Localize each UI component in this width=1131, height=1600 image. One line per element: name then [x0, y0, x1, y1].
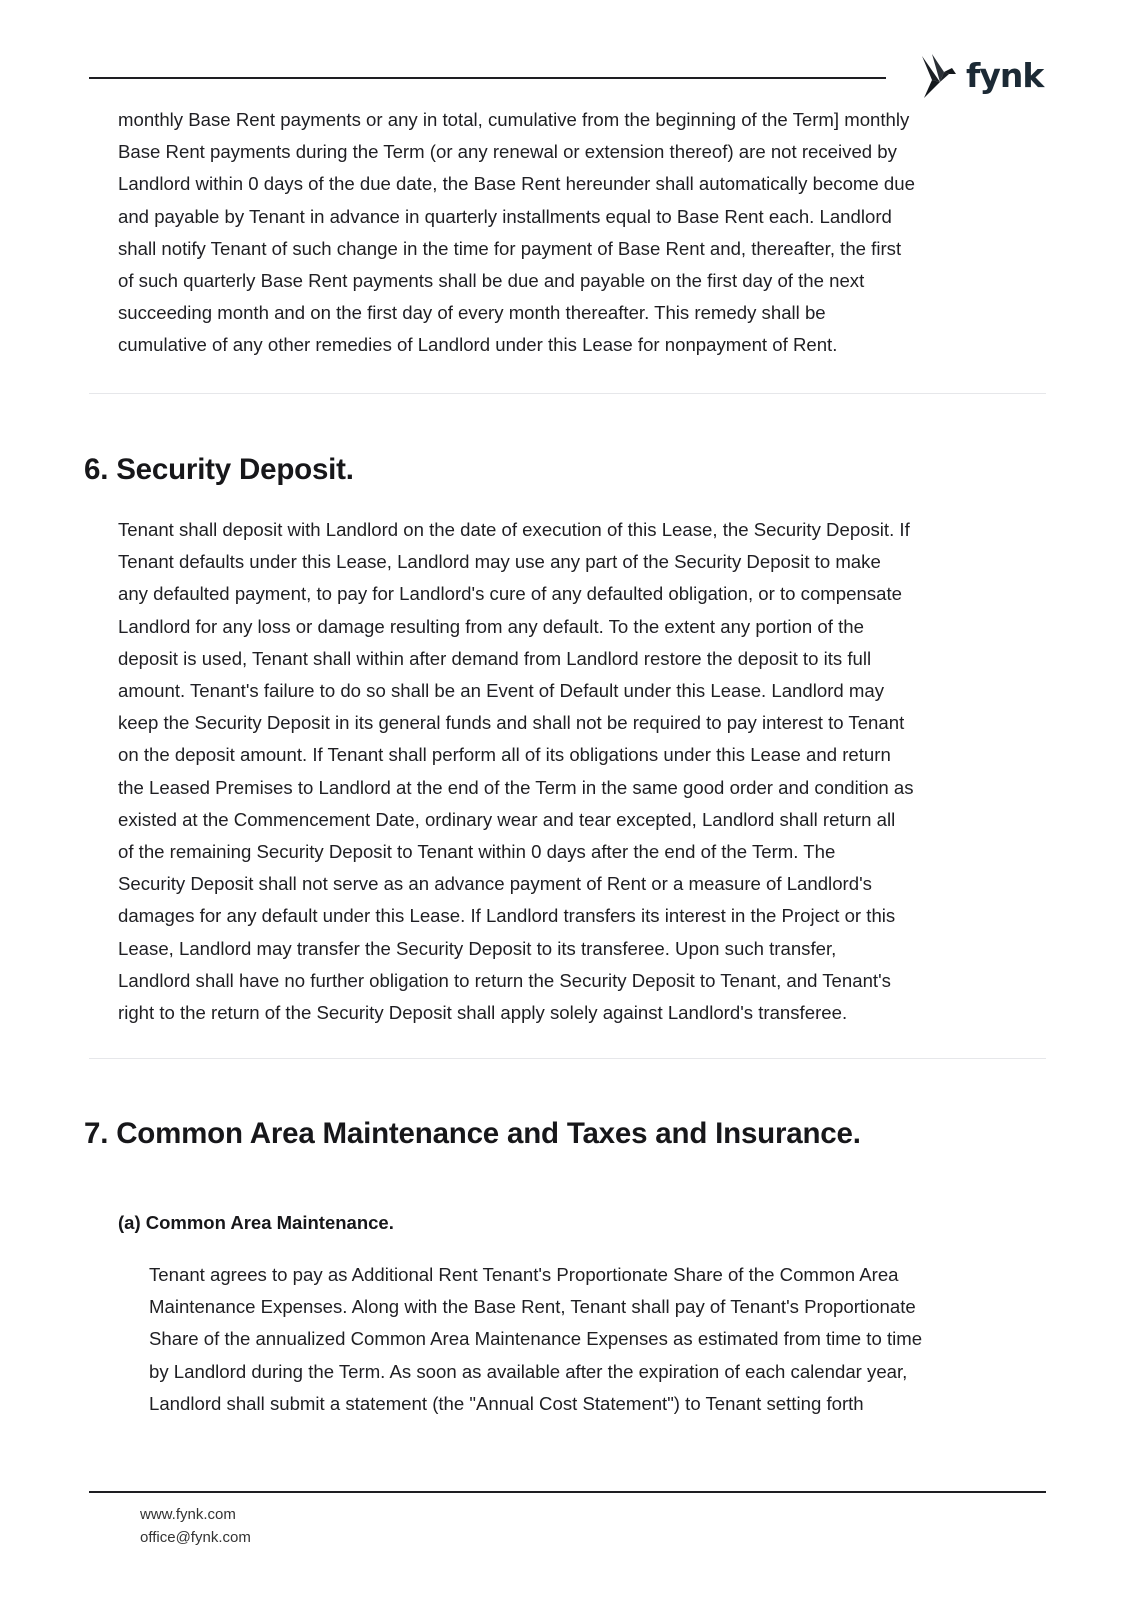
text-line: damages for any default under this Lease. If Landlord transfers its interest in the Project or this	[118, 905, 896, 927]
logo-text: fynk	[966, 55, 1044, 95]
text-line: amount. Tenant's failure to do so shall be an Event of Default under this Lease. Landlord may	[118, 680, 885, 702]
text-line: Security Deposit shall not serve as an advance payment of Rent or a measure of Landlord's	[118, 873, 872, 895]
text-line: Landlord within 0 days of the due date, the Base Rent hereunder shall automatically become due	[118, 173, 915, 195]
text-line: of such quarterly Base Rent payments shall be due and payable on the first day of the next	[118, 270, 865, 292]
text-line: by Landlord during the Term. As soon as available after the expiration of each calendar year,	[149, 1360, 908, 1382]
text-line: cumulative of any other remedies of Landlord under this Lease for nonpayment of Rent.	[118, 334, 838, 356]
text-line: of the remaining Security Deposit to Tenant within 0 days after the end of the Term. The	[118, 841, 836, 863]
footer-rule	[89, 1491, 1046, 1493]
rent-continuation-paragraph	[118, 104, 915, 362]
subsection-heading-cam: (a) Common Area Maintenance.	[118, 1212, 394, 1233]
footer-website-link[interactable]: www.fynk.com	[140, 1506, 236, 1523]
text-line: Lease, Landlord may transfer the Security Deposit to its transferee. Upon such transfer,	[118, 937, 837, 959]
text-line: monthly Base Rent payments or any in total, cumulative from the beginning of the Term] monthly	[118, 109, 910, 130]
text-line: shall notify Tenant of such change in the time for payment of Base Rent and, thereafter, the first	[118, 237, 902, 259]
section-divider	[89, 393, 1046, 394]
text-line: Tenant defaults under this Lease, Landlord may use any part of the Security Deposit to make	[118, 551, 881, 573]
text-line: and payable by Tenant in advance in quarterly installments equal to Base Rent each. Landlord	[118, 205, 892, 227]
text-line: Landlord shall have no further obligation to return the Security Deposit to Tenant, and Tenant's	[118, 969, 891, 991]
text-line: existed at the Commencement Date, ordinary wear and tear excepted, Landlord shall return all	[118, 808, 896, 830]
text-line: Tenant shall deposit with Landlord on the date of execution of this Lease, the Security Deposit. If	[118, 519, 910, 540]
text-line: Tenant agrees to pay as Additional Rent Tenant's Proportionate Share of the Common Area	[149, 1264, 899, 1285]
text-line: Share of the annualized Common Area Maintenance Expenses as estimated from time to time	[149, 1328, 923, 1350]
footer	[140, 1503, 251, 1549]
text-line: Base Rent payments during the Term (or any renewal or extension thereof) are not received by	[118, 141, 897, 163]
text-line: Landlord for any loss or damage resulting from any default. To the extent any portion of the	[118, 615, 864, 637]
section-divider	[89, 1058, 1046, 1059]
cam-paragraph	[149, 1259, 922, 1420]
text-line: succeeding month and on the first day of every month thereafter. This remedy shall be	[118, 302, 826, 324]
origami-bird-icon	[918, 52, 960, 102]
text-line: the Leased Premises to Landlord at the end of the Term in the same good order and condition as	[118, 776, 914, 798]
section-heading-cam: 7. Common Area Maintenance and Taxes and Insurance.	[84, 1117, 861, 1150]
text-line: right to the return of the Security Deposit shall apply solely against Landlord's transferee.	[118, 1002, 848, 1024]
security-deposit-paragraph	[118, 514, 914, 1029]
section-heading-security-deposit: 6. Security Deposit.	[84, 453, 354, 486]
text-line: Maintenance Expenses. Along with the Base Rent, Tenant shall pay of Tenant's Proportionate	[149, 1296, 916, 1318]
text-line: on the deposit amount. If Tenant shall perform all of its obligations under this Lease and return	[118, 744, 891, 766]
text-line: any defaulted payment, to pay for Landlord's cure of any defaulted obligation, or to compensate	[118, 583, 902, 605]
text-line: keep the Security Deposit in its general funds and shall not be required to pay interest to Tenant	[118, 712, 905, 734]
footer-email-link[interactable]: office@fynk.com	[140, 1529, 251, 1546]
text-line: deposit is used, Tenant shall within after demand from Landlord restore the deposit to its full	[118, 647, 872, 669]
header-rule	[89, 77, 886, 79]
text-line: Landlord shall submit a statement (the "Annual Cost Statement") to Tenant setting forth	[149, 1392, 864, 1414]
fynk-logo	[918, 52, 1043, 102]
